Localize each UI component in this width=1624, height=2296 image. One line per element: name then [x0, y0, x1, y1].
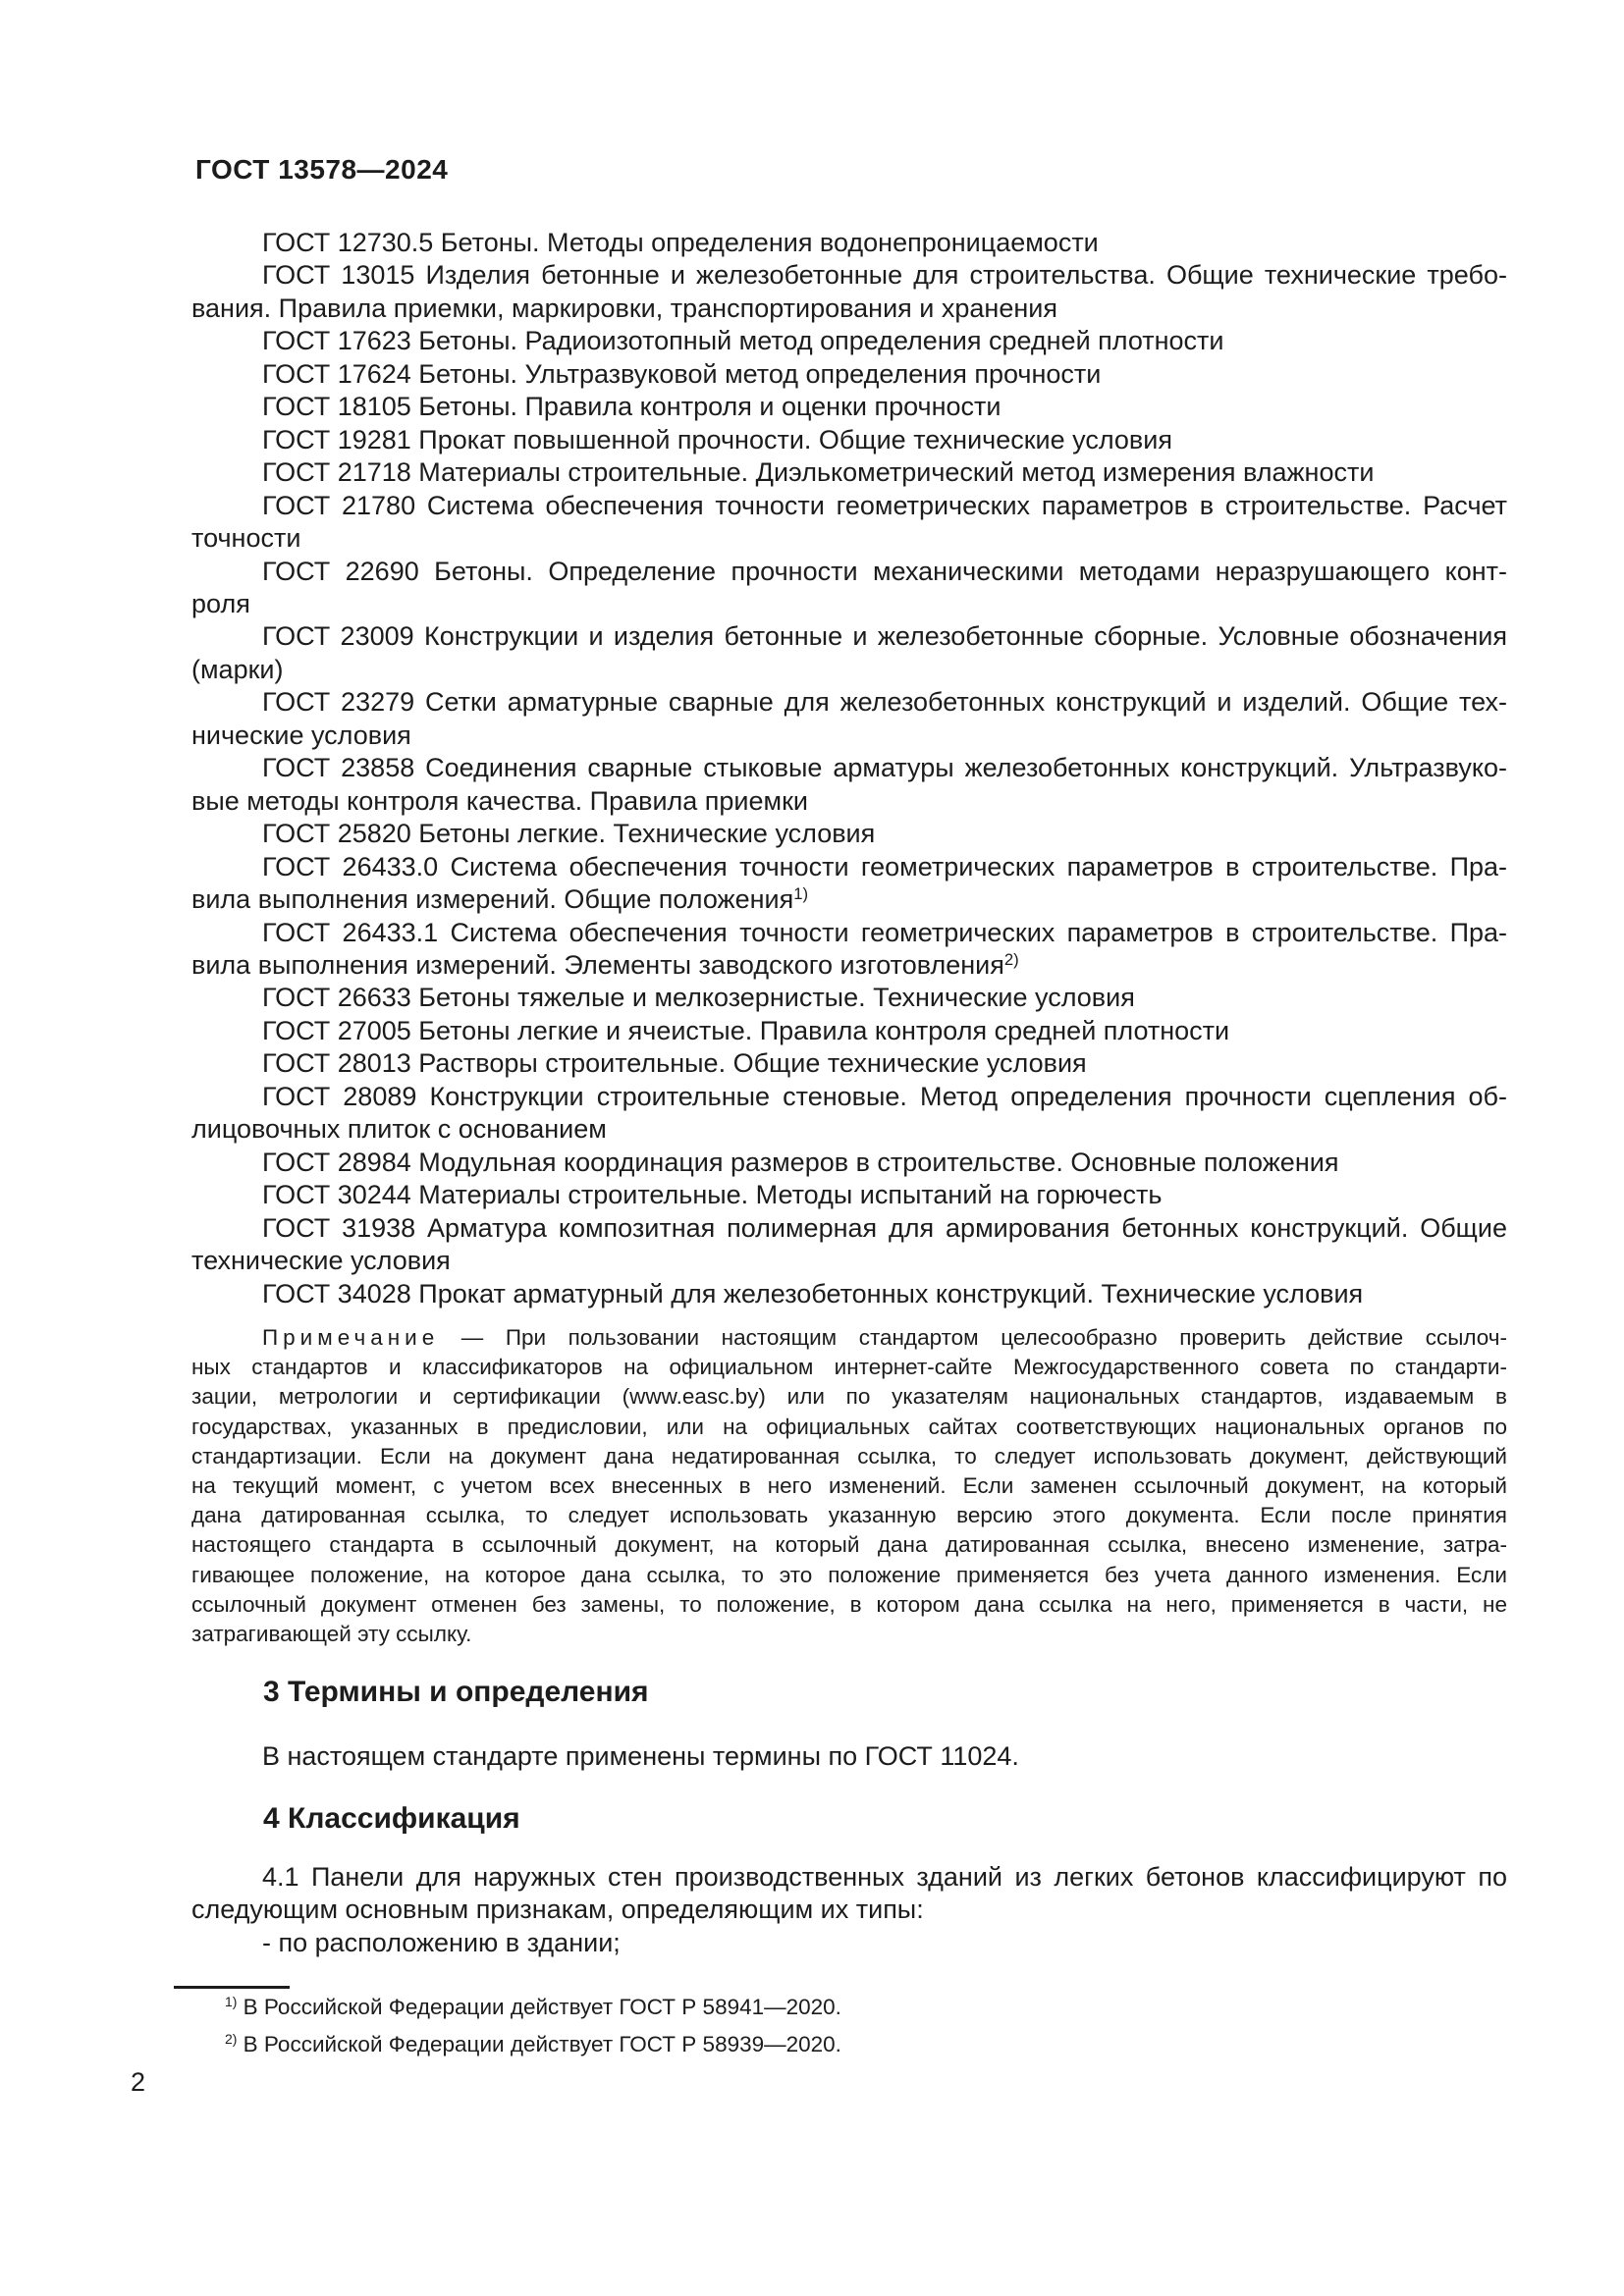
page-number: 2 [131, 2067, 146, 2097]
section-4-heading: 4 Классификация [263, 1802, 520, 1835]
reference-line: ГОСТ 21718 Материалы строительные. Диэлькометрический метод измерения влажности [262, 457, 1375, 488]
note-line: затрагивающей эту ссылку. [191, 1622, 472, 1647]
reference-line: ГОСТ 23279 Сетки арматурные сварные для железобетонных конструкций и изделий. Общие тех- [262, 687, 1507, 718]
reference-line: ГОСТ 12730.5 Бетоны. Методы определения водонепроницаемости [262, 228, 1099, 257]
classification-line: 4.1 Панели для наружных стен производственных зданий из легких бетонов классифицируют по [262, 1862, 1507, 1892]
reference-line: ГОСТ 17623 Бетоны. Радиоизотопный метод определения средней плотности [262, 326, 1224, 356]
page-header-gost-number: ГОСТ 13578—2024 [195, 154, 449, 185]
reference-line: ГОСТ 26633 Бетоны тяжелые и мелкозернистые. Технические условия [262, 983, 1135, 1013]
reference-line: ГОСТ 28013 Растворы строительные. Общие технические условия [262, 1048, 1087, 1079]
note-line: стандартизации. Если на документ дана недатированная ссылка, то следует использовать документ, действующий [191, 1443, 1507, 1468]
reference-line: ГОСТ 30244 Материалы строительные. Методы испытаний на горючесть [262, 1180, 1163, 1210]
note-line: ных стандартов и классификаторов на официальном интернет-сайте Межгосударственного совета по стандарти- [191, 1355, 1507, 1380]
reference-line: ГОСТ 23858 Соединения сварные стыковые арматуры железобетонных конструкций. Ультразвуко- [262, 753, 1507, 783]
footnote-ref: 1) [793, 883, 809, 903]
reference-line: ГОСТ 17624 Бетоны. Ультразвуковой метод определения прочности [262, 358, 1102, 389]
reference-line: ГОСТ 26433.1 Система обеспечения точности геометрических параметров в строительстве. Пра- [262, 917, 1507, 947]
reference-line: ГОСТ 13015 Изделия бетонные и железобетонные для строительства. Общие технические требо- [262, 260, 1507, 291]
classification-line: - по расположению в здании; [262, 1927, 621, 1957]
reference-line: ГОСТ 28089 Конструкции строительные стеновые. Метод определения прочности сцепления об- [262, 1081, 1507, 1111]
section-4-body [191, 1861, 1507, 1959]
footnote-marker: 1) [225, 1994, 238, 2010]
note-line: на текущий момент, с учетом всех внесенных в него изменений. Если заменен ссылочный документ, на который [191, 1473, 1507, 1499]
reference-line: ГОСТ 23009 Конструкции и изделия бетонные и железобетонные сборные. Условные обозначения [262, 621, 1507, 652]
footnote-marker: 2) [225, 2031, 238, 2048]
reference-line: лицовочных плиток с основанием [191, 1114, 607, 1145]
note-line: настоящего стандарта в ссылочный документ, на который дана датированная ссылка, внесено изменение, затра- [191, 1532, 1507, 1558]
reference-line: ГОСТ 22690 Бетоны. Определение прочности механическими методами неразрушающего конт- [262, 556, 1507, 586]
footnote-item: $^{1)}$ В Российской Федерации действует ГОСТ Р 58941—2020. [225, 1994, 841, 2019]
reference-line: ГОСТ 34028 Прокат арматурный для железобетонных конструкций. Технические условия [262, 1278, 1364, 1308]
note-paragraph [191, 1323, 1507, 1649]
note-line: зации, метрологии и сертификации (www.easc.by) или по указателям национальных стандартов, издаваемым в [191, 1384, 1507, 1410]
classification-line: следующим основным признакам, определяющим их типы: [191, 1895, 924, 1925]
footnote-item: $^{2)}$ В Российской Федерации действует ГОСТ Р 58939—2020. [225, 2031, 841, 2056]
reference-line: ГОСТ 27005 Бетоны легкие и ячеистые. Правила контроля средней плотности [262, 1015, 1230, 1045]
reference-line: ГОСТ 19281 Прокат повышенной прочности. Общие технические условия [262, 424, 1172, 454]
reference-line: точности [191, 523, 301, 554]
reference-line: ГОСТ 31938 Арматура композитная полимерная для армирования бетонных конструкций. Общие [262, 1212, 1507, 1243]
reference-line: (марки) [191, 654, 284, 684]
reference-line: ГОСТ 18105 Бетоны. Правила контроля и оценки прочности [262, 392, 1001, 422]
reference-line: вые методы контроля качества. Правила приемки [191, 785, 808, 816]
note-line: ссылочный документ отменен без замены, то положение, в котором дана ссылка на него, применяется в части, не [191, 1591, 1507, 1617]
reference-line: нические условия [191, 720, 411, 750]
reference-line: ГОСТ 21780 Система обеспечения точности геометрических параметров в строительстве. Расчет [262, 490, 1507, 520]
section-3-body: В настоящем стандарте применены термины по ГОСТ 11024. [262, 1741, 1019, 1771]
footnotes [191, 1989, 1507, 2063]
references-list [191, 227, 1507, 1310]
reference-line: ГОСТ 25820 Бетоны легкие. Технические условия [262, 819, 876, 849]
note-line: государствах, указанных в предисловии, или на официальных сайтах соответствующих национальных органов по [191, 1414, 1507, 1439]
note-label: Примечание [262, 1325, 440, 1350]
note-line: гивающее положение, на которое дана ссылка, то это положение применяется без учета данного изменения. Если [191, 1562, 1507, 1587]
reference-line: вания. Правила приемки, маркировки, транспортирования и хранения [191, 293, 1057, 323]
reference-line: ГОСТ 26433.0 Система обеспечения точности геометрических параметров в строительстве. Пра- [262, 851, 1507, 881]
reference-line: ГОСТ 28984 Модульная координация размеров в строительстве. Основные положения [262, 1147, 1339, 1177]
section-3-heading: 3 Термины и определения [263, 1676, 649, 1708]
reference-line: вила выполнения измерений. Элементы заводского изготовления$^{2)}$ [191, 949, 1019, 980]
note-line: дана датированная ссылка, то следует использовать указанную версию этого документа. Если после принятия [191, 1503, 1507, 1528]
reference-line: вила выполнения измерений. Общие положения$^{1)}$ [191, 883, 809, 915]
footnote-ref: 2) [1003, 949, 1019, 969]
reference-line: технические условия [191, 1246, 451, 1276]
note-line: Примечание — При пользовании настоящим стандартом целесообразно проверить действие ссылоч- [262, 1325, 1507, 1350]
reference-line: роля [191, 588, 250, 618]
